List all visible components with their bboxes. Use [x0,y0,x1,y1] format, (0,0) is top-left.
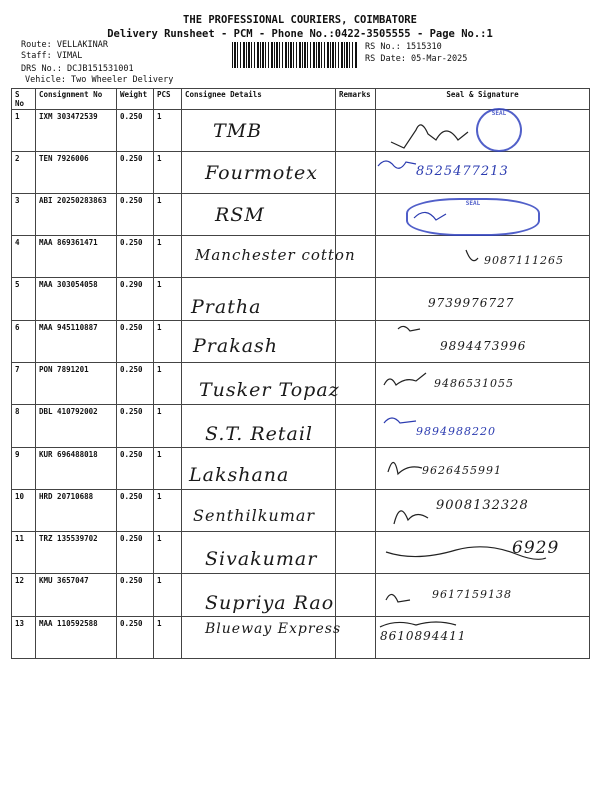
pcs-cell: 1 [154,617,182,659]
consignee-cell [182,448,336,490]
sno-cell: 1 [12,110,36,152]
consignee-handwriting: Fourmotex [205,162,318,184]
consignee-cell [182,152,336,194]
weight-cell: 0.250 [117,321,154,363]
weight-cell: 0.250 [117,532,154,574]
weight-cell: 0.290 [117,278,154,321]
weight-cell: 0.250 [117,152,154,194]
signature-phone: 8525477213 [416,164,509,179]
signature-cell [376,321,590,363]
consignee-cell [182,490,336,532]
table-row [12,110,590,152]
table-header-row [12,89,590,110]
signature-phone: 9008132328 [436,498,529,513]
weight-cell: 0.250 [117,448,154,490]
weight-cell: 0.250 [117,236,154,278]
signature-cell [376,194,590,236]
sno-cell: 7 [12,363,36,405]
sno-cell: 6 [12,321,36,363]
signature-phone: 9617159138 [432,588,512,601]
pcs-cell: 1 [154,194,182,236]
consignee-handwriting: Tusker Topaz [199,379,340,401]
sno-cell: 8 [12,405,36,448]
remarks-cell [336,278,376,321]
col-header-consignee: Consignee Details [182,89,336,110]
consignment-cell: ABI 20250283863 [36,194,117,236]
signature-phone: 9087111265 [484,254,564,267]
sno-cell: 12 [12,574,36,617]
seal-stamp: SEAL [406,198,540,236]
weight-cell: 0.250 [117,574,154,617]
col-header-consignment: Consignment No [36,89,117,110]
weight-cell: 0.250 [117,363,154,405]
consignment-cell: KMU 3657047 [36,574,117,617]
consignee-handwriting: Supriya Rao [205,592,335,614]
drs-number: DRS No.: DCJB151531001 [21,64,134,74]
rs-number: RS No.: 1515310 [365,42,442,52]
pcs-cell: 1 [154,236,182,278]
table-row [12,363,590,405]
consignee-handwriting: RSM [215,204,265,226]
consignee-cell [182,236,356,278]
consignee-handwriting: Prakash [193,335,279,357]
consignee-cell [182,363,340,405]
consignee-handwriting: Blueway Express [205,621,342,637]
seal-stamp: SEAL [476,108,522,152]
consignment-cell: HRD 20710688 [36,490,117,532]
table-row [12,574,590,617]
remarks-cell [336,448,376,490]
remarks-cell [336,574,376,617]
pcs-cell: 1 [154,321,182,363]
route-label: Route: VELLAKINAR [21,40,108,50]
col-header-weight: Weight [117,89,154,110]
consignee-cell [182,321,336,363]
signature-phone: 6929 [512,538,560,558]
remarks-cell [336,617,376,659]
consignee-handwriting: Lakshana [189,464,290,486]
consignee-handwriting: Manchester cotton [195,246,356,264]
table-row [12,617,590,659]
consignee-cell [182,110,336,152]
consignment-cell: KUR 696488018 [36,448,117,490]
signature-cell [376,490,590,532]
remarks-cell [336,405,376,448]
pcs-cell: 1 [154,363,182,405]
consignee-cell [182,532,336,574]
consignee-cell [182,405,336,448]
sno-cell: 10 [12,490,36,532]
remarks-cell [336,110,376,152]
table-row [12,194,590,236]
consignment-cell: PON 7891201 [36,363,117,405]
consignee-cell [182,278,336,321]
signature-cell [376,574,590,617]
table-row [12,532,590,574]
remarks-cell [336,194,376,236]
pcs-cell: 1 [154,405,182,448]
pcs-cell: 1 [154,278,182,321]
table-row [12,490,590,532]
company-title: THE PROFESSIONAL COURIERS, COIMBATORE [183,14,417,26]
table-row [12,152,590,194]
remarks-cell [336,321,376,363]
vehicle-label: Vehicle: Two Wheeler Delivery [25,75,174,85]
remarks-cell [336,532,376,574]
consignee-handwriting: Pratha [191,296,262,318]
pcs-cell: 1 [154,574,182,617]
col-header-sno: S No [12,89,36,110]
sno-cell: 9 [12,448,36,490]
weight-cell: 0.250 [117,617,154,659]
consignment-cell: IXM 303472539 [36,110,117,152]
col-header-remarks: Remarks [336,89,376,110]
signature-phone: 9739976727 [428,296,515,310]
pcs-cell: 1 [154,490,182,532]
runsheet-subtitle: Delivery Runsheet - PCM - Phone No.:0422-3505555 - Page No.:1 [107,28,493,40]
sno-cell: 11 [12,532,36,574]
consignee-handwriting: Senthilkumar [193,506,316,525]
sno-cell: 5 [12,278,36,321]
rs-date: RS Date: 05-Mar-2025 [365,54,468,64]
sno-cell: 13 [12,617,36,659]
signature-cell [376,110,590,152]
table-row [12,448,590,490]
staff-label: Staff: VIMAL [21,51,83,61]
signature-cell [376,532,590,574]
signature-cell [376,236,590,278]
remarks-cell [336,490,376,532]
consignment-cell: TRZ 135539702 [36,532,117,574]
consignee-handwriting: Sivakumar [205,548,318,570]
signature-cell [376,363,590,405]
pcs-cell: 1 [154,110,182,152]
weight-cell: 0.250 [117,110,154,152]
signature-cell [376,448,590,490]
signature-phone: 9894473996 [440,339,527,353]
consignee-cell [182,574,336,617]
table-row [12,278,590,321]
signature-phone: 8610894411 [380,629,467,643]
col-header-pcs: PCS [154,89,182,110]
signature-cell [376,617,590,659]
table-row [12,321,590,363]
pcs-cell: 1 [154,152,182,194]
sno-cell: 3 [12,194,36,236]
consignment-cell: MAA 303054058 [36,278,117,321]
signature-cell [376,278,590,321]
weight-cell: 0.250 [117,194,154,236]
signature-cell [376,405,590,448]
table-row [12,236,590,278]
consignment-cell: DBL 410792002 [36,405,117,448]
signature-phone: 9894988220 [416,425,496,438]
barcode-image [232,42,358,68]
weight-cell: 0.250 [117,490,154,532]
consignment-cell: MAA 110592588 [36,617,117,659]
remarks-cell [336,152,376,194]
sno-cell: 4 [12,236,36,278]
pcs-cell: 1 [154,448,182,490]
pcs-cell: 1 [154,532,182,574]
signature-phone: 9486531055 [434,377,514,390]
consignee-handwriting: TMB [213,120,263,142]
col-header-signature: Seal & Signature [376,89,590,110]
consignee-cell [182,617,342,659]
sno-cell: 2 [12,152,36,194]
consignment-cell: MAA 945110887 [36,321,117,363]
table-row [12,405,590,448]
consignee-handwriting: S.T. Retail [205,423,314,445]
weight-cell: 0.250 [117,405,154,448]
signature-cell [376,152,590,194]
signature-phone: 9626455991 [422,464,502,477]
remarks-cell [336,363,376,405]
consignment-cell: TEN 7926006 [36,152,117,194]
runsheet-table [11,88,590,659]
consignee-cell [182,194,336,236]
consignment-cell: MAA 869361471 [36,236,117,278]
